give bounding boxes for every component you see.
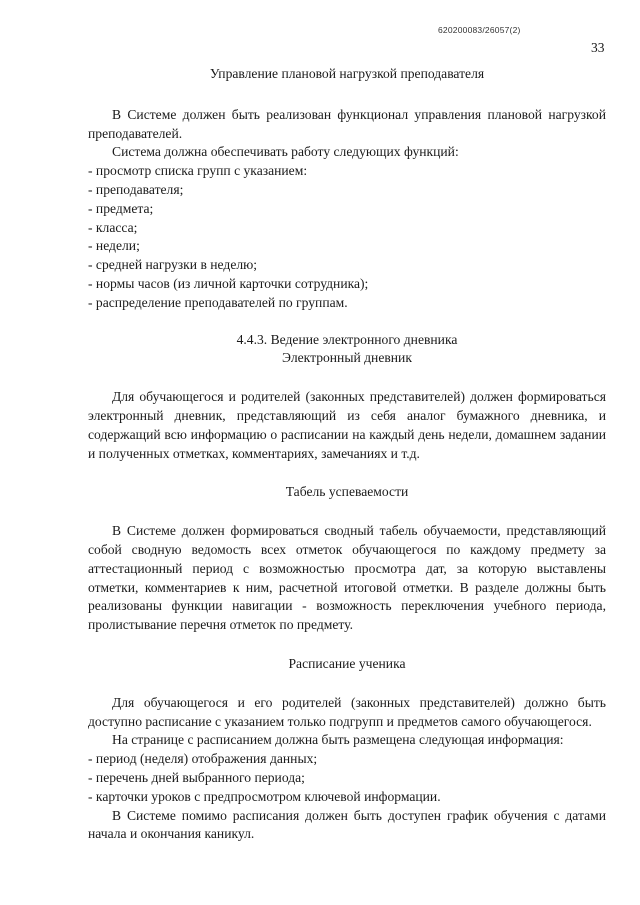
list-item: - класса; bbox=[88, 219, 138, 235]
list-item: - предмета; bbox=[88, 200, 154, 216]
list-item: - недели; bbox=[88, 238, 140, 254]
paragraph: В Системе должен формироваться сводный табель обучаемости, представляющий собой сводную ведомость всех отметок обучающегося по каждому предмету за аттестационный период с возможностью просмотра дат, за которую выставлены отметки, комментариев к ним, расчетной итоговой отметки. В разделе должны быть реализованы функции навигации - возможность переключения учебного периода, пролистывание перечня отметок по предмету. bbox=[88, 523, 606, 633]
list-item: - преподавателя; bbox=[88, 181, 184, 197]
section-heading-teacher-workload: Управление плановой нагрузкой преподавателя bbox=[209, 66, 485, 81]
section-heading-grade-report: Табель успеваемости bbox=[285, 484, 409, 500]
document-body bbox=[88, 65, 606, 844]
paragraph: На странице с расписанием должна быть размещена следующая информация: bbox=[112, 732, 564, 748]
paragraph: Для обучающегося и его родителей (законных представителей) должно быть доступно расписание с указанием только подгрупп и предметов самого обучающегося. bbox=[88, 694, 606, 729]
list-item: - карточки уроков с предпросмотром ключевой информации. bbox=[88, 788, 441, 804]
list-item: - период (неделя) отображения данных; bbox=[88, 751, 318, 767]
list-item: - перечень дней выбранного периода; bbox=[88, 769, 305, 785]
document-code: 620200083/26057(2) bbox=[438, 25, 521, 35]
paragraph: В Системе помимо расписания должен быть доступен график обучения с датами начала и окончания каникул. bbox=[88, 807, 606, 842]
paragraph: В Системе должен быть реализован функционал управления плановой нагрузкой преподавателей. bbox=[88, 106, 606, 141]
paragraph: Для обучающегося и родителей (законных представителей) должен формироваться электронный дневник, представляющий из себя аналог бумажного дневника, и содержащий всю информацию о расписании на каждый день недели, домашнем задании и полученных отметках, комментариях, замечаниях и т.д. bbox=[88, 389, 606, 461]
list-item: - нормы часов (из личной карточки сотрудника); bbox=[88, 275, 369, 291]
section-subheading-electronic-diary: Электронный дневник bbox=[282, 350, 412, 366]
list-item: - просмотр списка групп с указанием: bbox=[88, 163, 308, 179]
section-heading-student-schedule: Расписание ученика bbox=[288, 655, 406, 671]
section-heading-electronic-diary: 4.4.3. Ведение электронного дневника bbox=[236, 331, 458, 347]
page-number: 33 bbox=[591, 40, 605, 55]
list-item: - распределение преподавателей по группам. bbox=[88, 294, 348, 310]
paragraph: Система должна обеспечивать работу следующих функций: bbox=[112, 144, 459, 160]
list-item: - средней нагрузки в неделю; bbox=[88, 257, 258, 273]
